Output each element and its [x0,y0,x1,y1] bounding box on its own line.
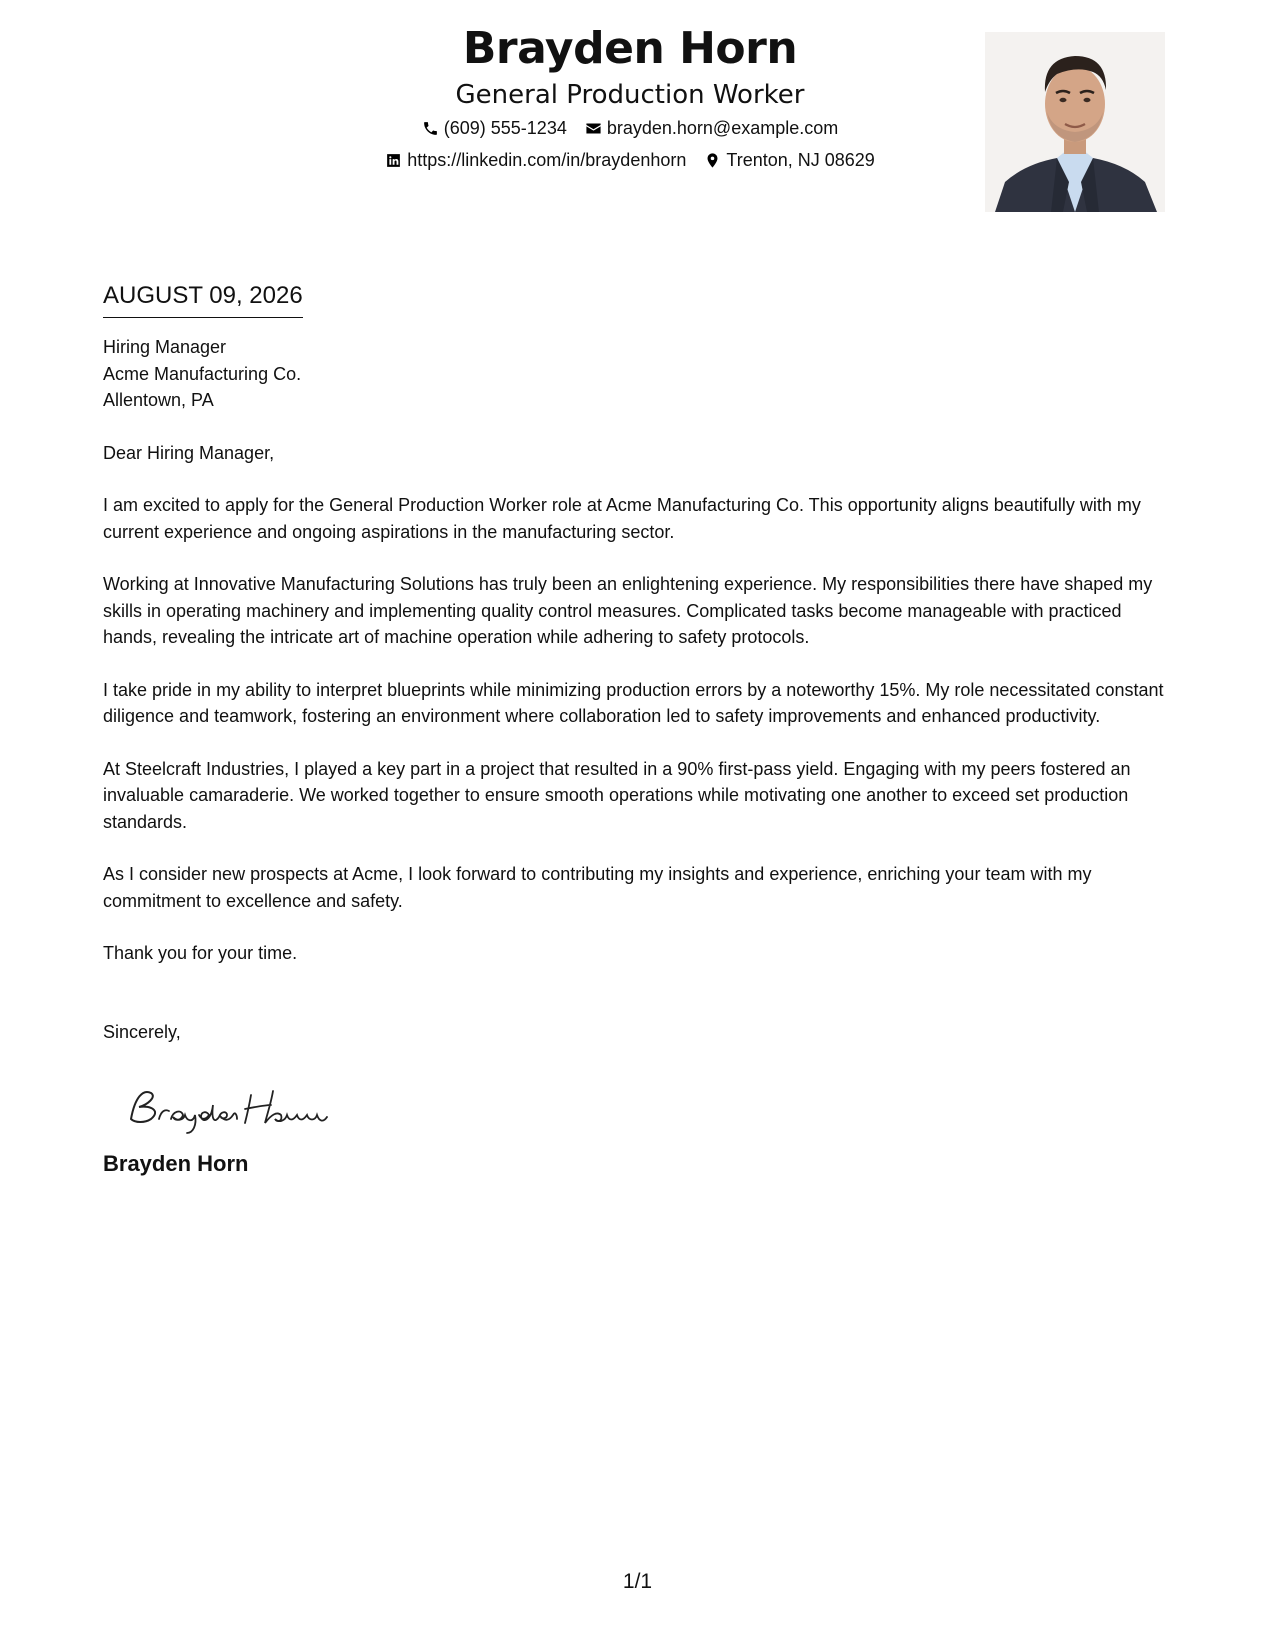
phone-text: (609) 555-1234 [443,118,567,138]
signature-image [121,1075,361,1137]
contact-phone [422,112,567,144]
recipient-block [103,334,1178,414]
recipient-location: Allentown, PA [103,390,214,410]
body-paragraph-1: I am excited to apply for the General Production Worker role at Acme Manufacturing Co. This opportunity aligns beautifully with my current experience and ongoing aspirations in the manufacturing sector. [103,495,1141,542]
closing: Sincerely, [103,1021,181,1042]
salutation: Dear Hiring Manager, [103,442,275,463]
linkedin-text[interactable]: https://linkedin.com/in/braydenhorn [407,150,687,170]
body-paragraph-5: As I consider new prospects at Acme, I look forward to contributing my insights and experience, enriching your team with my commitment to excellence and safety. [103,864,1092,911]
page-number: 1/1 [622,1570,653,1593]
contact-location [704,144,874,176]
profile-photo-illustration [985,32,1165,212]
applicant-name: Brayden Horn [462,23,798,74]
thank-you-line: Thank you for your time. [103,943,298,963]
location-text: Trenton, NJ 08629 [726,150,875,170]
map-pin-icon [704,152,721,169]
letter-date: AUGUST 09, 2026 [103,278,303,318]
phone-icon [422,120,439,137]
email-text[interactable]: brayden.horn@example.com [606,118,839,138]
applicant-title: General Production Worker [455,80,805,110]
letter-body [103,278,1178,1179]
recipient-name: Hiring Manager [103,337,227,357]
profile-photo [985,32,1165,212]
signer-name: Brayden Horn [103,1151,249,1176]
recipient-company: Acme Manufacturing Co. [103,363,302,384]
envelope-icon [585,120,602,137]
handwritten-signature [121,1075,361,1137]
body-paragraph-4: At Steelcraft Industries, I played a key part in a project that resulted in a 90% first-pass yield. Engaging with my peers fostered an invaluable camaraderie. We worked together to ensure smooth operations while motivating one another to exceed set production standards. [103,758,1131,832]
linkedin-icon [385,152,402,169]
body-paragraph-3: I take pride in my ability to interpret blueprints while minimizing production errors by a noteworthy 15%. My role necessitated constant diligence and teamwork, fostering an environment where collaboration led to safety improvements and enhanced productivity. [103,679,1164,726]
contact-email[interactable] [585,112,838,144]
body-paragraph-2: Working at Innovative Manufacturing Solutions has truly been an enlightening experience. My responsibilities there have shaped my skills in operating machinery and implementing quality control measures. Complicated tasks become manageable with practiced hands, revealing the intricate art of machine operation while adhering to safety protocols. [103,574,1153,647]
contact-linkedin[interactable] [385,144,686,176]
